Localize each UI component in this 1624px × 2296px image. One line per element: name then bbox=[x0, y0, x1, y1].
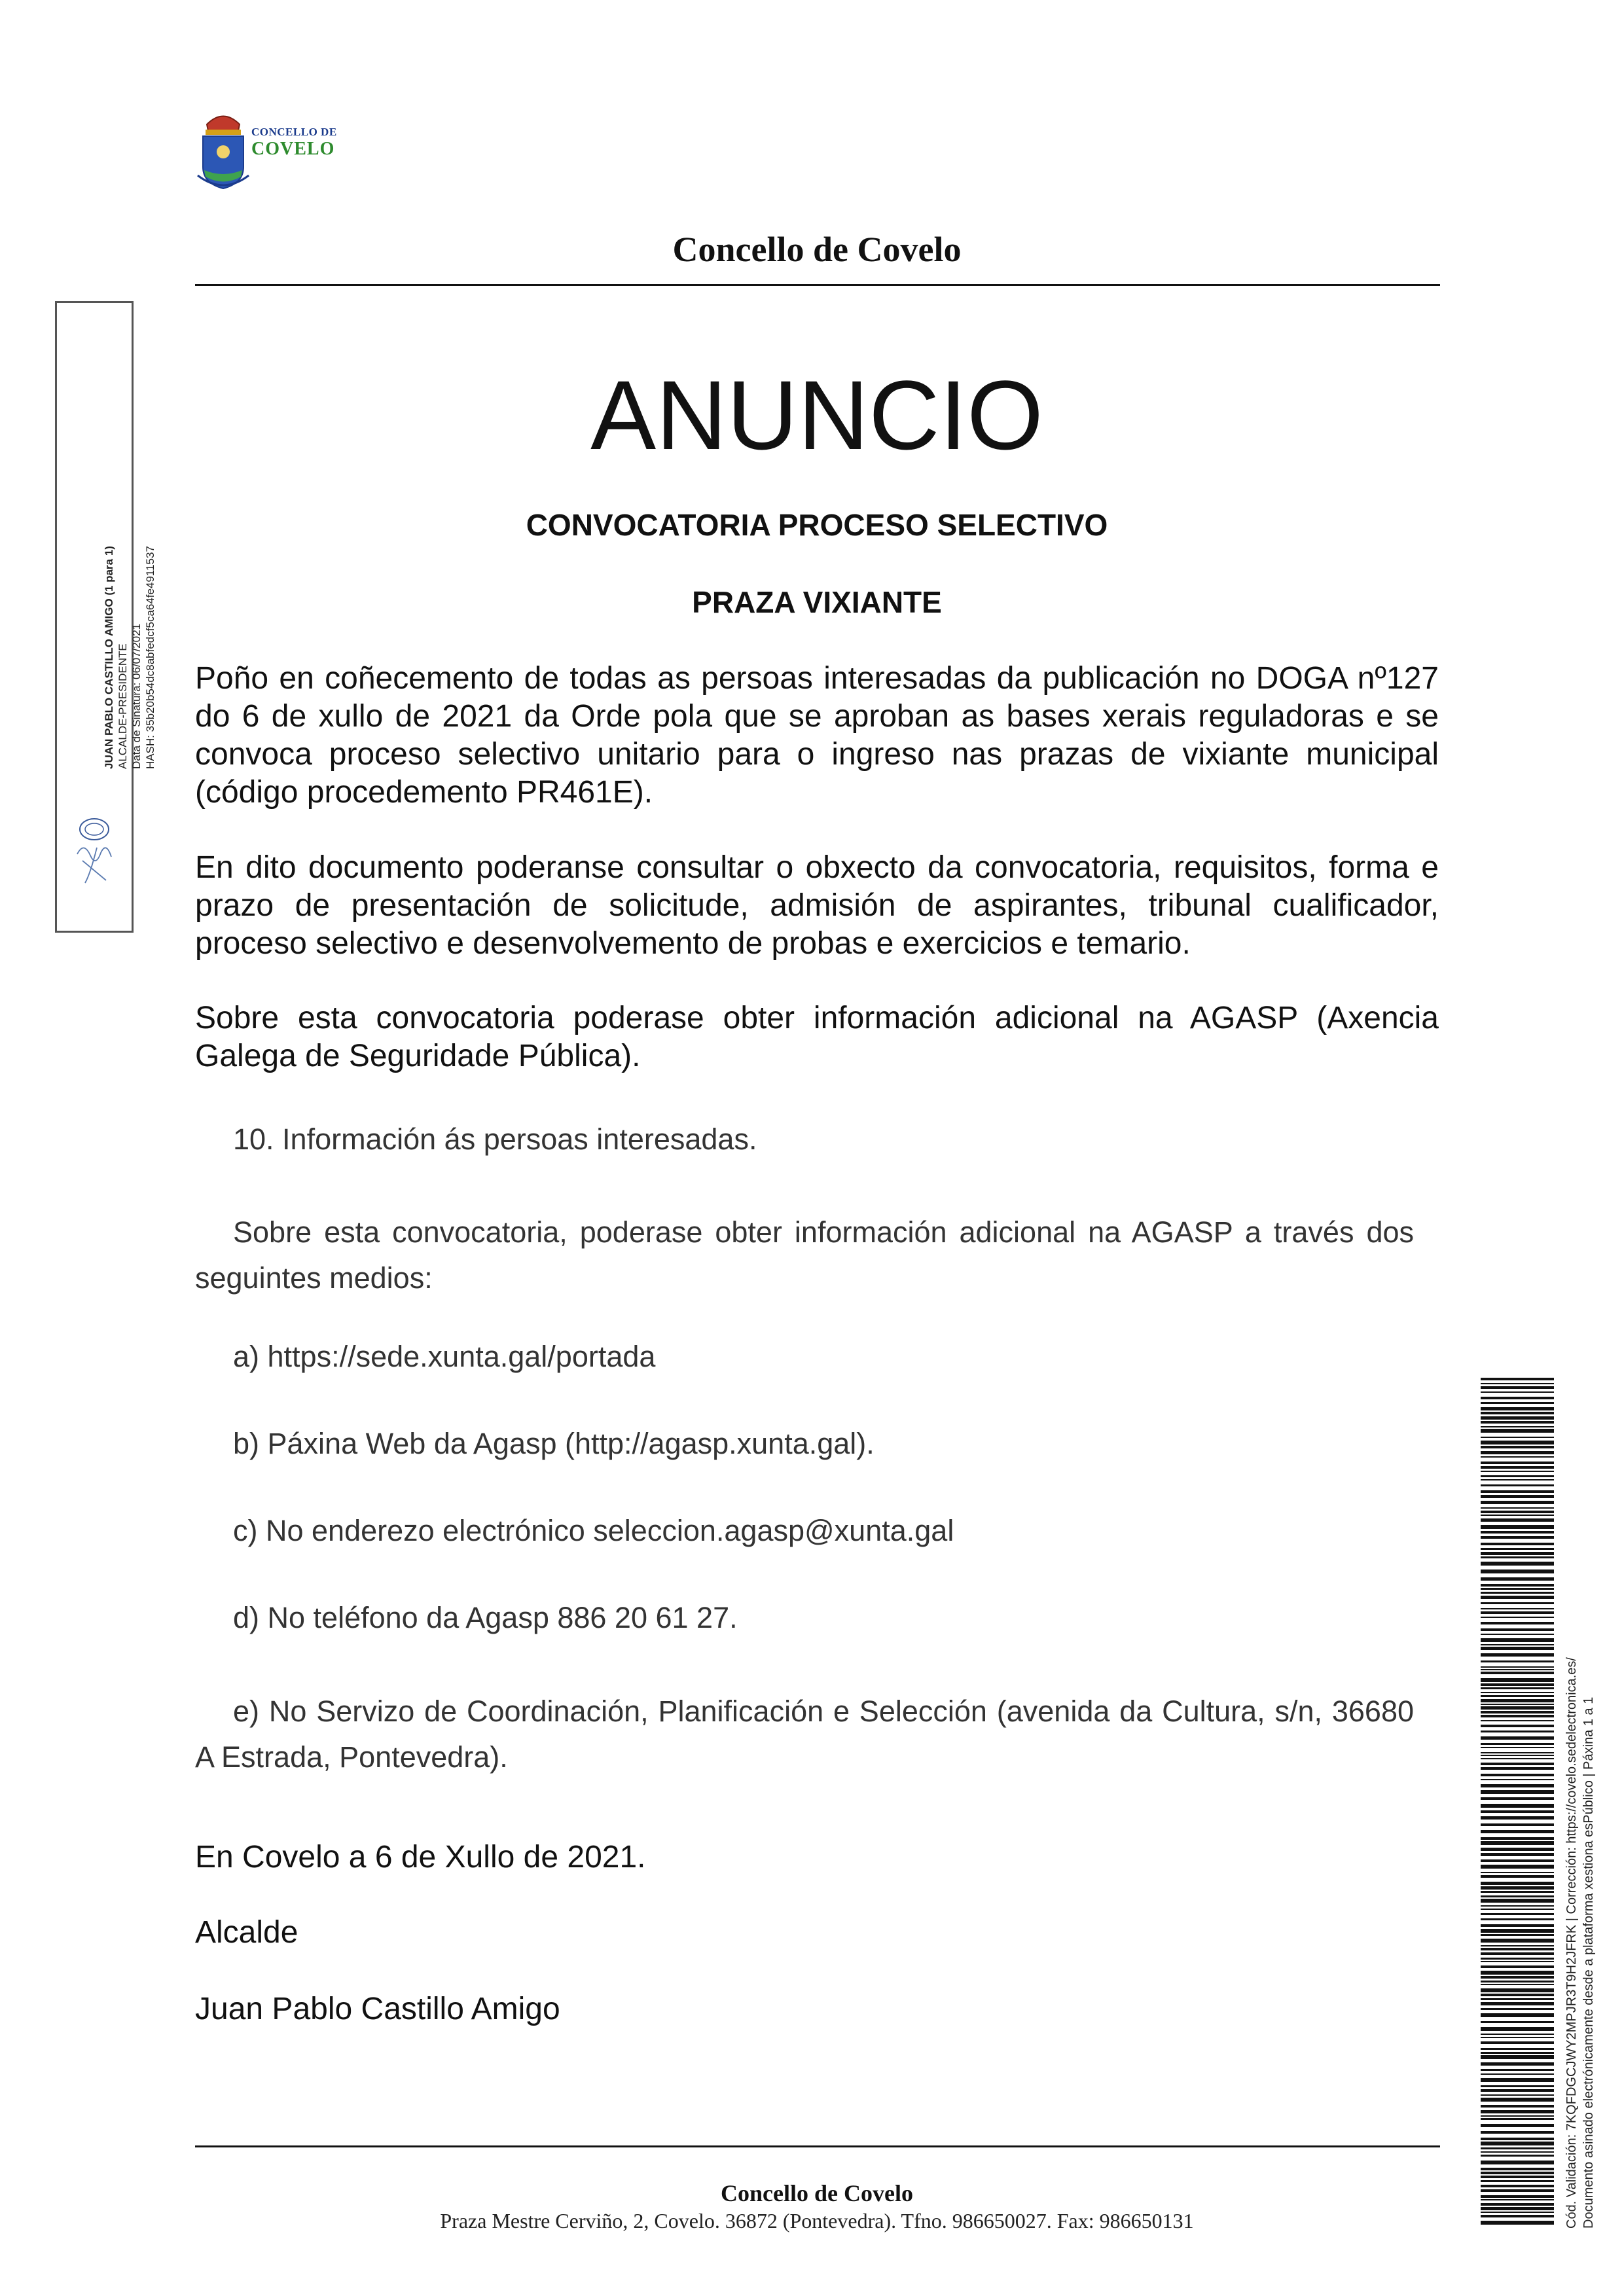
signature-hash: HASH: 35b20b54dc8abfedcf5ca64fe4911537 bbox=[144, 546, 156, 769]
excerpt-item-b: b) Páxina Web da Agasp (http://agasp.xunta.gal). bbox=[233, 1427, 875, 1460]
excerpt-item-c: c) No enderezo electrónico seleccion.agasp@xunta.gal bbox=[233, 1514, 954, 1547]
validation-platform: Documento asinado electrónicamente desde a plataforma xestiona esPúblico | Páxina 1 a 1 bbox=[1581, 1696, 1596, 2229]
closing-signer-name: Juan Pablo Castillo Amigo bbox=[195, 1992, 560, 2026]
excerpt-item-a: a) https://sede.xunta.gal/portada bbox=[233, 1340, 656, 1373]
excerpt-body: Sobre esta convocatoria, poderase obter información adicional na AGASP a través dos seguintes medios: bbox=[195, 1215, 1414, 1295]
excerpt-heading: 10. Información ás persoas interesadas. bbox=[233, 1122, 757, 1156]
closing-place-date: En Covelo a 6 de Xullo de 2021. bbox=[195, 1840, 646, 1874]
header-title: Concello de Covelo bbox=[672, 230, 962, 269]
paragraph-contents: En dito documento poderanse consultar o obxecto da convocatoria, requisitos, forma e prazo de presentación de solicitude, admisión de aspirantes, tribunal cualificador, proceso selectivo e desenvolvemento de probas e exercicios e temario. bbox=[195, 850, 1439, 961]
logo-line2: COVELO bbox=[251, 139, 335, 159]
paragraph-publication: Poño en coñecemento de todas as persoas interesadas da publicación no DOGA nº127 do 6 de xullo de 2021 da Orde pola que se aproban as bases xerais reguladoras e se convoca proceso selectivo unitario para o ingreso nas prazas de vixiante municipal (código procedemento PR461E). bbox=[195, 661, 1439, 810]
document-title: ANUNCIO bbox=[590, 360, 1043, 470]
signature-role: ALCALDE-PRESIDENTE bbox=[117, 643, 129, 769]
logo-line1: CONCELLO DE bbox=[251, 126, 337, 138]
paragraph-agasp: Sobre esta convocatoria poderase obter información adicional na AGASP (Axencia Galega de Seguridade Pública). bbox=[195, 1001, 1439, 1073]
coat-of-arms-icon bbox=[195, 105, 251, 193]
footer-divider bbox=[195, 2145, 1440, 2147]
document-subtitle-2: PRAZA VIXIANTE bbox=[692, 585, 942, 619]
barcode-icon bbox=[1481, 1378, 1554, 2225]
validation-text bbox=[1563, 1657, 1597, 2229]
signature-signer: JUAN PABLO CASTILLO AMIGO (1 para 1) bbox=[103, 546, 115, 769]
signature-date: Data de Sinatura: 06/07/2021 bbox=[130, 623, 143, 769]
concello-logo bbox=[195, 105, 352, 193]
validation-code: Cód. Validación: 7KQFDGCJWY2MPJR3T9H2JFRK | Corrección: https://covelo.sedelectronica.es/ bbox=[1564, 1657, 1579, 2229]
document-subtitle-1: CONVOCATORIA PROCESO SELECTIVO bbox=[526, 508, 1108, 542]
header-divider bbox=[195, 284, 1440, 286]
excerpt-item-e: e) No Servizo de Coordinación, Planificación e Selección (avenida da Cultura, s/n, 36680 A Estrada, Pontevedra). bbox=[195, 1695, 1414, 1774]
signature-seal-icon bbox=[71, 815, 118, 887]
excerpt-item-d: d) No teléfono da Agasp 886 20 61 27. bbox=[233, 1601, 738, 1634]
signature-stamp-text bbox=[102, 546, 157, 769]
footer-address: Praza Mestre Cerviño, 2, Covelo. 36872 (Pontevedra). Tfno. 986650027. Fax: 986650131 bbox=[440, 2209, 1194, 2233]
footer-name: Concello de Covelo bbox=[721, 2180, 913, 2206]
closing-role: Alcalde bbox=[195, 1915, 298, 1950]
